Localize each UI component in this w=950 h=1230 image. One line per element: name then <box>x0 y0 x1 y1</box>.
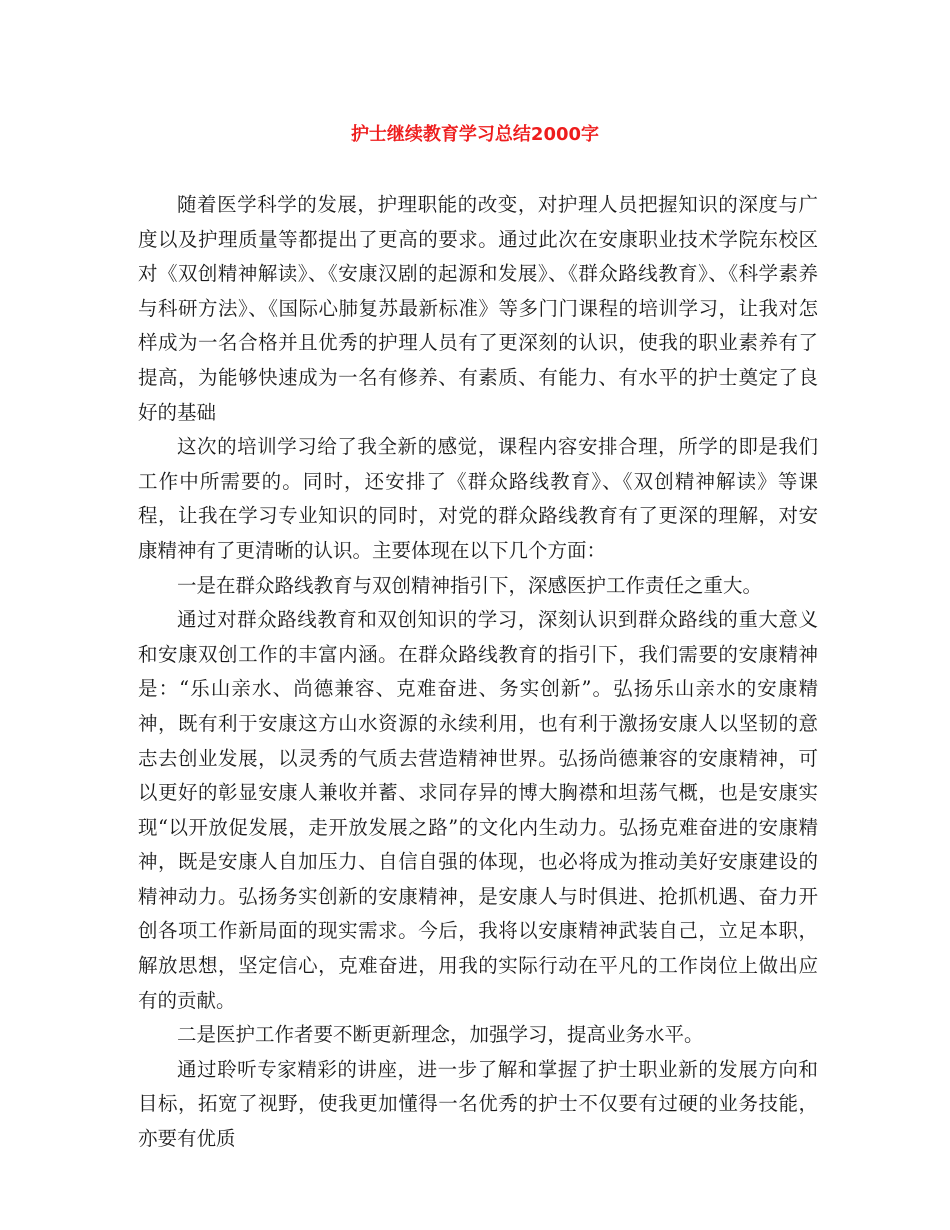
section-heading: 一是在群众路线教育与双创精神指引下，深感医护工作责任之重大。 <box>177 573 763 597</box>
document-body <box>138 188 818 1157</box>
paragraph: 通过聆听专家精彩的讲座，进一步了解和掌握了护士职业新的发展方向和目标，拓宽了视野，使我更加懂得一名优秀的护士不仅要有过硬的业务技能，亦要有优质 <box>138 1057 818 1151</box>
section-heading: 二是医护工作者要不断更新理念，加强学习，提高业务水平。 <box>177 1023 704 1047</box>
paragraph: 通过对群众路线教育和双创知识的学习，深刻认识到群众路线的重大意义和安康双创工作的丰富内涵。在群众路线教育的指引下，我们需要的安康精神是：“乐山亲水、尚德兼容、克难奋进、务实创新”。弘扬乐山亲水的安康精神，既有利于安康这方山水资源的永续利用，也有利于激扬安康人以坚韧的意志去创业发展，以灵秀的气质去营造精神世界。弘扬尚德兼容的安康精神，可以更好的彰显安康人兼收并蓄、求同存异的博大胸襟和坦荡气概，也是安康实现“以开放促发展，走开放发展之路”的文化内生动力。弘扬克难奋进的安康精神，既是安康人自加压力、自信自强的体现，也必将成为推动美好安康建设的精神动力。弘扬务实创新的安康精神，是安康人与时俱进、抢抓机遇、奋力开创各项工作新局面的现实需求。今后，我将以安康精神武装自己，立足本职，解放思想，坚定信心，克难奋进，用我的实际行动在平凡的工作岗位上做出应有的贡献。 <box>138 608 818 1012</box>
paragraph: 随着医学科学的发展，护理职能的改变，对护理人员把握知识的深度与广度以及护理质量等都提出了更高的要求。通过此次在安康职业技术学院东校区对《双创精神解读》、《安康汉剧的起源和发展》、《群众路线教育》、《科学素养与科研方法》、《国际心肺复苏最新标准》等多门门课程的培训学习，让我对怎样成为一名合格并且优秀的护理人员有了更深刻的认识，使我的职业素养有了提高，为能够快速成为一名有修养、有素质、有能力、有水平的护士奠定了良好的基础 <box>138 193 818 424</box>
document-title: 护士继续教育学习总结2000字 <box>350 124 600 145</box>
paragraph: 这次的培训学习给了我全新的感觉，课程内容安排合理，所学的即是我们工作中所需要的。同时，还安排了《群众路线教育》、《双创精神解读》等课程，让我在学习专业知识的同时，对党的群众路线教育有了更深的理解，对安康精神有了更清晰的认识。主要体现在以下几个方面： <box>138 435 818 562</box>
